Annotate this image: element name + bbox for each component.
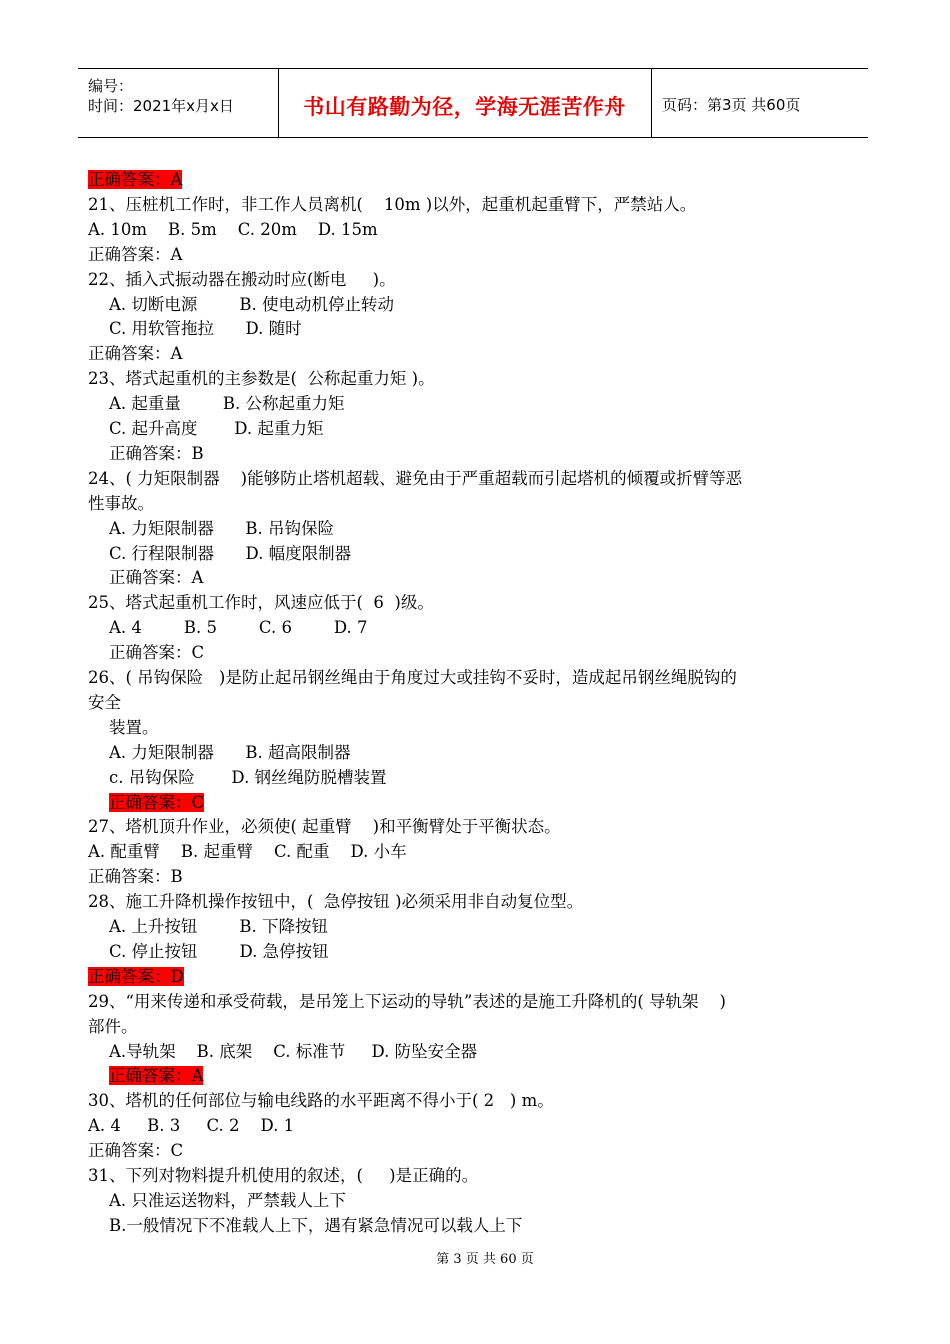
text-line: 27、塔机顶升作业，必须使( 起重臂 )和平衡臂处于平衡状态。 xyxy=(88,817,561,837)
header-motto-cell xyxy=(278,69,652,137)
number-label: 编号： xyxy=(88,77,134,95)
time-label: 时间：2021年x月x日 xyxy=(88,97,234,115)
answer-highlighted xyxy=(88,169,182,191)
text-line: A. 4 B. 3 C. 2 D. 1 xyxy=(88,1116,295,1136)
text-line: 23、塔式起重机的主参数是( 公称起重力矩 )。 xyxy=(88,369,435,389)
text-line: 26、( 吊钩保险 )是防止起吊钢丝绳由于角度过大或挂钩不妥时，造成起吊钢丝绳脱钩的 xyxy=(88,668,737,687)
text-line: 性事故。 xyxy=(88,493,154,513)
text-line: A. 4 B. 5 C. 6 D. 7 xyxy=(88,618,368,638)
text-line: C. 行程限制器 D. 幅度限制器 xyxy=(88,543,352,563)
text-line: 正确答案：A xyxy=(88,568,204,588)
answer-highlight-mark: 正确答案：A xyxy=(88,170,183,189)
text-line: A. 只准运送物料，严禁载人上下 xyxy=(88,1190,346,1210)
page-footer: 第 3 页 共 60 页 xyxy=(436,1252,534,1267)
text-line: 安全 xyxy=(88,692,121,712)
answer-highlight-mark: 正确答案：A xyxy=(108,1066,204,1086)
text-line: A.导轨架 B. 底架 C. 标准节 D. 防坠安全器 xyxy=(88,1041,478,1061)
page-info: 页码：第3页 共60页 xyxy=(662,96,801,114)
text-line: 正确答案：C xyxy=(88,1141,184,1161)
page-header xyxy=(78,68,868,138)
text-line: A. 配重臂 B. 起重臂 C. 配重 D. 小车 xyxy=(88,842,407,862)
answer-highlighted xyxy=(88,792,204,814)
answer-highlight-mark: 正确答案：D xyxy=(88,966,184,986)
motto: 书山有路勤为径，学海无涯苦作舟 xyxy=(303,95,626,119)
text-line: A. 力矩限制器 B. 超高限制器 xyxy=(88,742,351,762)
text-line: A. 起重量 B. 公称起重力矩 xyxy=(88,394,345,414)
text-line: A. 上升按钮 B. 下降按钮 xyxy=(88,917,328,936)
text-line: A. 力矩限制器 B. 吊钩保险 xyxy=(88,518,334,538)
text-line: 正确答案：C xyxy=(88,643,205,663)
text-line: 正确答案：B xyxy=(88,443,204,463)
answer-highlight-mark: 正确答案：C xyxy=(108,792,205,812)
text-line: 22、插入式振动器在搬动时应(断电 )。 xyxy=(88,269,396,289)
header-page-cell xyxy=(652,69,868,137)
text-line: B.一般情况下不准载人上下，遇有紧急情况可以载人上下 xyxy=(88,1215,523,1235)
text-line: C. 用软管拖拉 D. 随时 xyxy=(88,319,302,339)
text-line: 正确答案：A xyxy=(88,244,183,264)
text-line: 正确答案：B xyxy=(88,867,183,887)
text-line: 部件。 xyxy=(88,1016,138,1036)
text-line: 28、施工升降机操作按钮中，( 急停按钮 )必须采用非自动复位型。 xyxy=(88,892,584,912)
text-line: 21、压桩机工作时，非工作人员离机( 10m )以外，起重机起重臂下，严禁站人。 xyxy=(88,194,697,214)
text-line: C. 起升高度 D. 起重力矩 xyxy=(88,419,324,438)
text-line: 24、( 力矩限制器 )能够防止塔机超载、避免由于严重超载而引起塔机的倾覆或折臂等恶 xyxy=(88,468,743,488)
text-line: C. 停止按钮 D. 急停按钮 xyxy=(88,941,329,961)
answer-highlighted xyxy=(88,1065,203,1087)
text-line: 25、塔式起重机工作时，风速应低于( 6 )级。 xyxy=(88,593,434,613)
text-line: A. 切断电源 B. 使电动机停止转动 xyxy=(88,294,394,314)
answer-highlighted xyxy=(88,966,184,988)
text-line: A. 10m B. 5m C. 20m D. 15m xyxy=(88,219,378,239)
text-line: 29、“用来传递和承受荷载，是吊笼上下运动的导轨”表述的是施工升降机的( 导轨架 ) xyxy=(88,991,726,1011)
text-line: 正确答案：A xyxy=(88,344,183,364)
text-line: 装置。 xyxy=(88,717,159,737)
text-line: 31、下列对物料提升机使用的叙述，( )是正确的。 xyxy=(88,1166,479,1185)
text-line: 30、塔机的任何部位与输电线路的水平距离不得小于( 2 ) m。 xyxy=(88,1091,554,1111)
header-left-cell xyxy=(78,69,279,137)
text-line: c. 吊钩保险 D. 钢丝绳防脱槽装置 xyxy=(88,767,387,787)
